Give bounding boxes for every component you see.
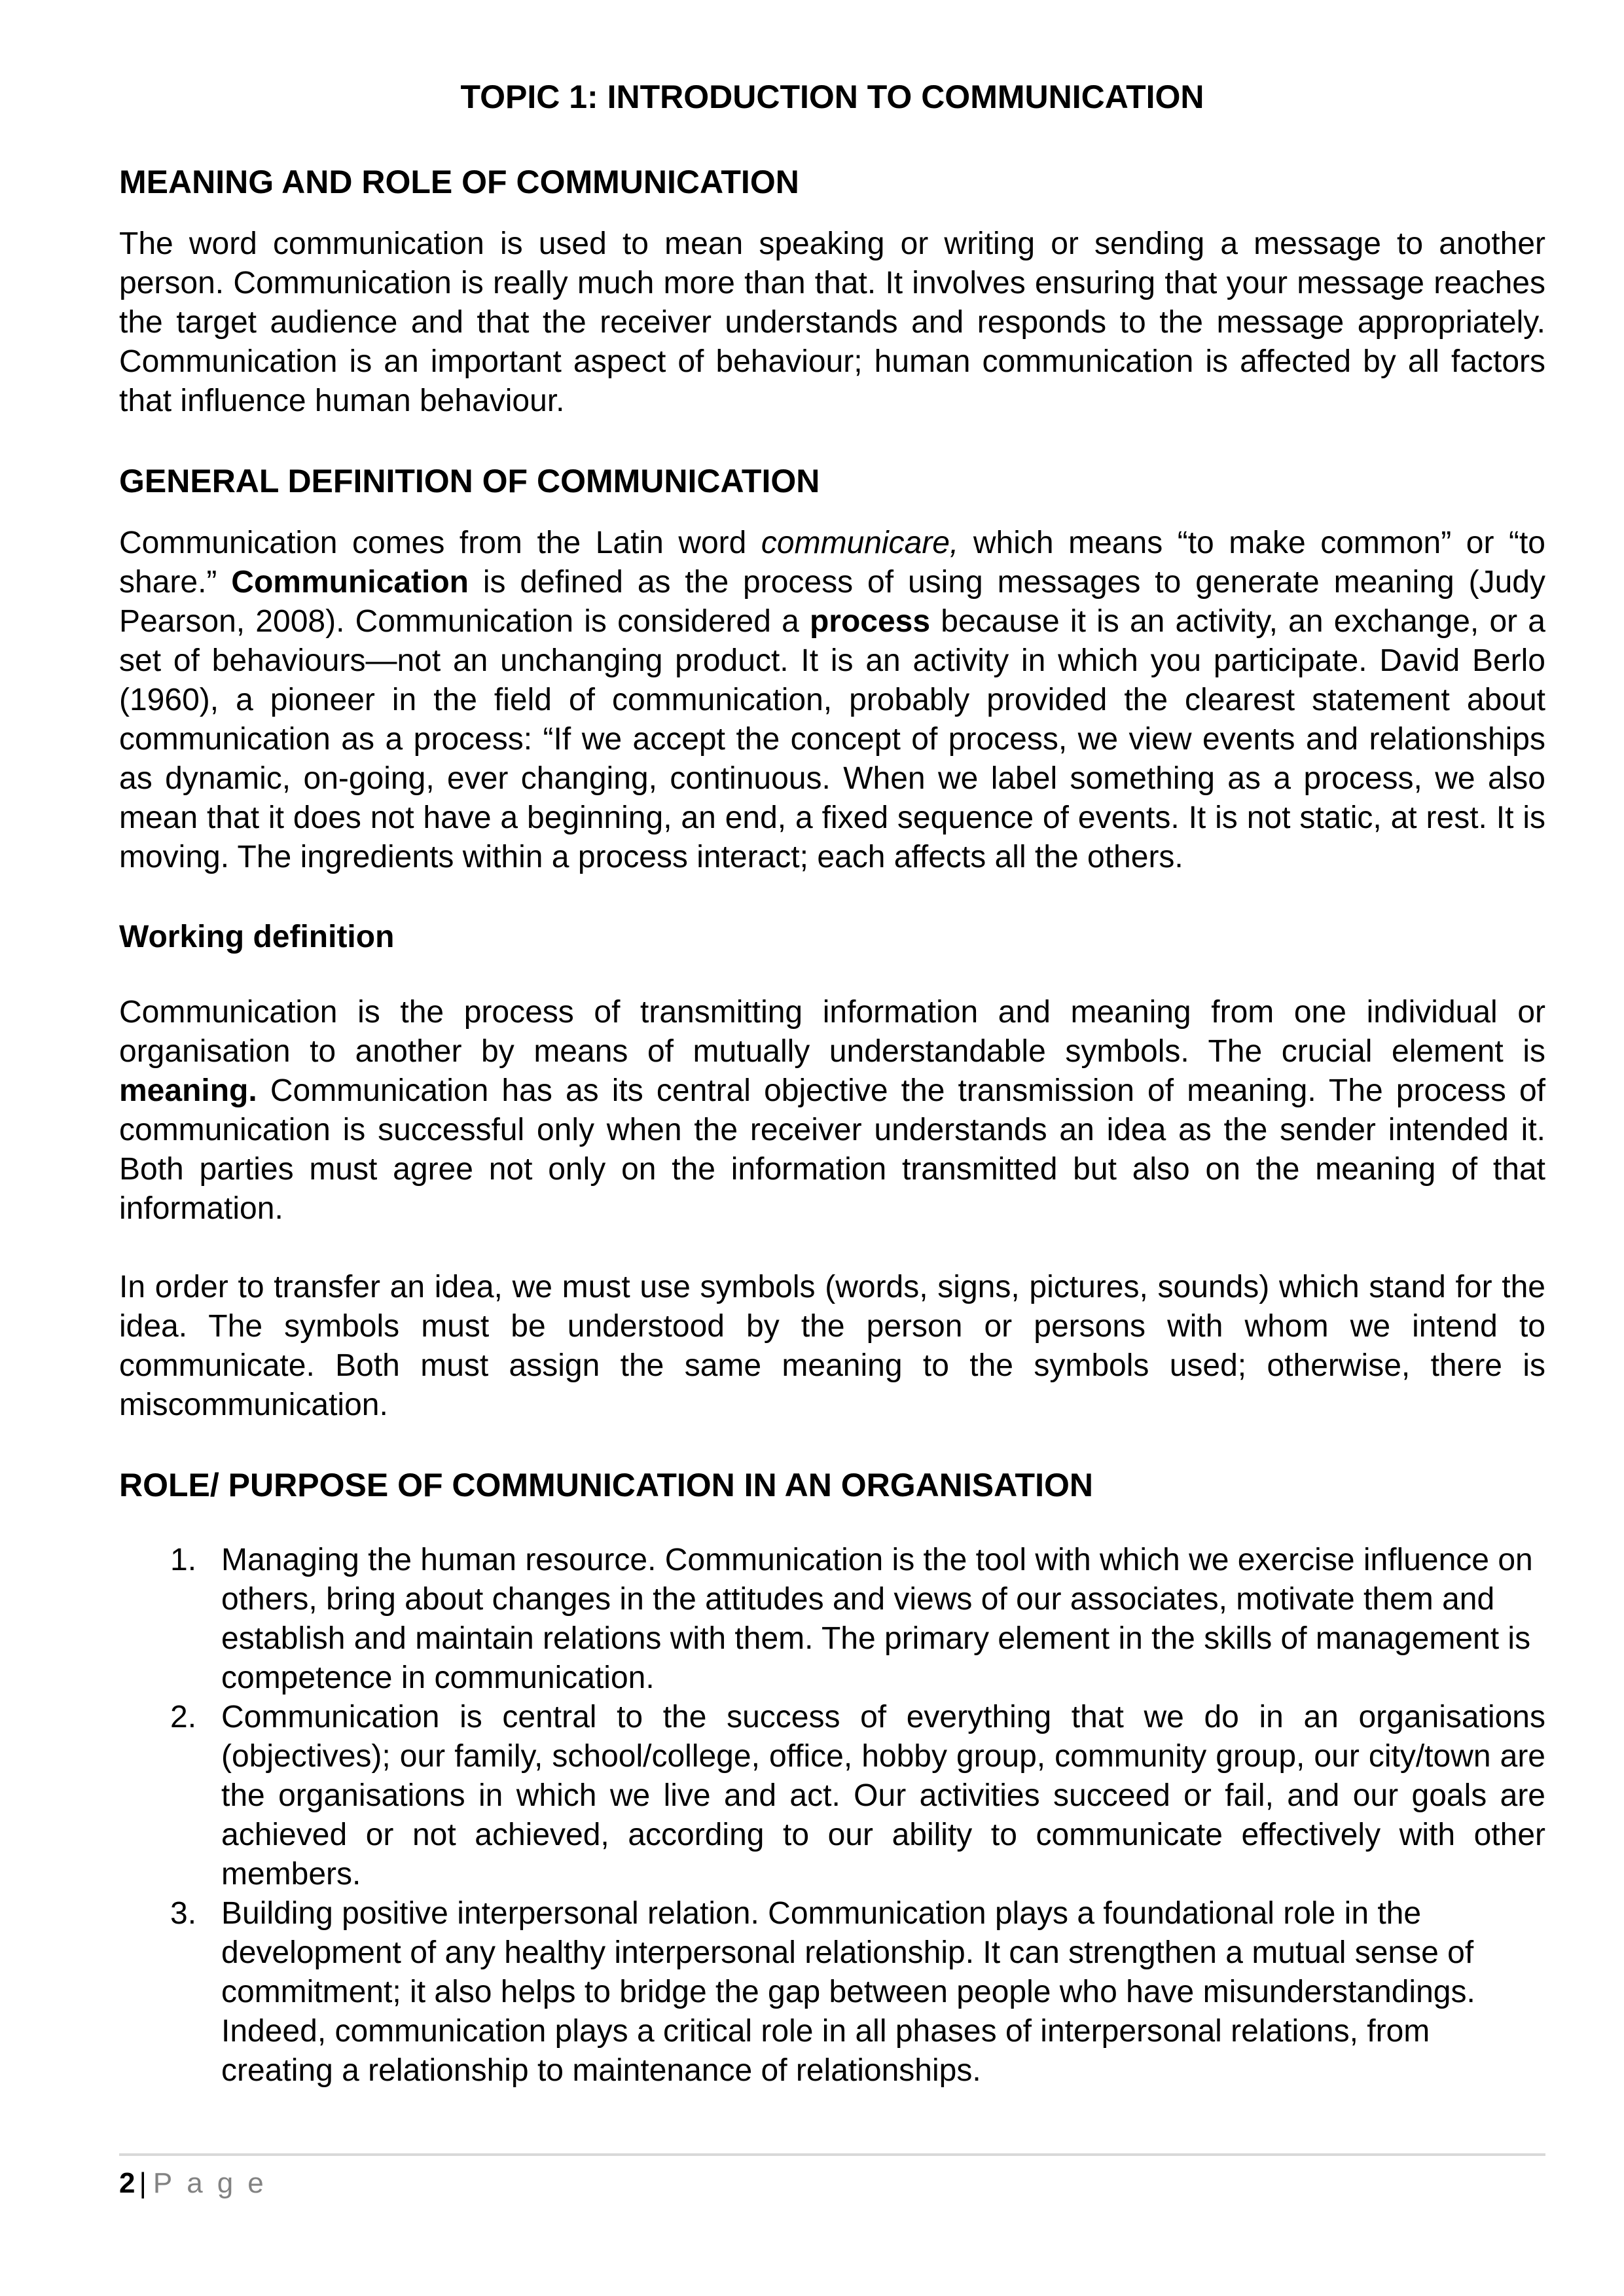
- bold-term-communication: Communication: [231, 565, 469, 600]
- heading-working-definition: Working definition: [119, 920, 395, 954]
- role-purpose-list: [119, 1541, 1545, 2090]
- footer-page-label: Page: [153, 2167, 278, 2199]
- latin-term: communicare,: [761, 526, 959, 560]
- paragraph-transfer-idea: In order to transfer an idea, we must use symbols (words, signs, pictures, sounds) which stand for the idea. The symbols must be understood by the person or persons with whom we intend to communicate. Both must assign the same meaning to the symbols used; otherwise, there is miscommunication.: [119, 1270, 1545, 1422]
- list-item: [119, 1541, 1545, 1698]
- footer-separator: |: [139, 2167, 147, 2199]
- heading-general-definition: GENERAL DEFINITION OF COMMUNICATION: [119, 463, 820, 499]
- definition-rest-text: because it is an activity, an exchange, or a set of behaviours—not an unchanging product. It is an activity in which you participate. David Berlo (1960), a pioneer in the field of communication, probably provided the clearest statement about communication as a process: “If we accept the concept of process, we view events and relationships as dynamic, on-going, ever changing, continuous. When we label something as a process, we also mean that it does not have a beginning, an end, a fixed sequence of events. It is not static, at rest. It is moving. The ingredients within a process interact; each affects all the others.: [119, 604, 1545, 874]
- working-definition-after-bold: Communication has as its central objective the transmission of meaning. The process of communication is successful only when the receiver understands an idea as the sender intended it. Both parties must agree not only on the information transmitted but also on the meaning of that information.: [119, 1073, 1545, 1226]
- definition-after-latin-text: which means “to make common” or “to share.”: [119, 526, 1545, 600]
- paragraph-meaning-intro: The word communication is used to mean speaking or writing or sending a message to another person. Communication is really much more than that. It involves ensuring that your message reaches the target audience and that the receiver understands and responds to the message appropriately. Communication is an important aspect of behaviour; human communication is affected by all factors that influence human behaviour.: [119, 226, 1545, 418]
- list-item-number: 3.: [170, 1896, 197, 1931]
- paragraph-working-definition: [119, 993, 1545, 1229]
- page-title: TOPIC 1: INTRODUCTION TO COMMUNICATION: [460, 79, 1204, 115]
- list-item-text: Building positive interpersonal relation. Communication plays a foundational role in the development of any healthy interpersonal relationship. It can strengthen a mutual sense of commitment; it also helps to bridge the gap between people who have misunderstandings. Indeed, communication plays a critical role in all phases of interpersonal relations, from creating a relationship to maintenance of relationships.: [221, 1896, 1475, 2088]
- list-item-text: Communication is central to the success of everything that we do in an organisations (objectives); our family, school/college, office, hobby group, community group, our city/town are the organisations in which we live and act. Our activities succeed or fail, and our goals are achieved or not achieved, according to our ability to communicate effectively with other members.: [221, 1700, 1545, 1892]
- heading-meaning-and-role: MEANING AND ROLE OF COMMUNICATION: [119, 164, 799, 200]
- list-item-number: 1.: [170, 1543, 197, 1577]
- working-definition-before-bold: Communication is the process of transmitting information and meaning from one individual or organisation to another by means of mutually understandable symbols. The crucial element is: [119, 995, 1545, 1069]
- list-item: [119, 1894, 1545, 2090]
- definition-intro-text: Communication comes from the Latin word: [119, 526, 761, 560]
- footer-page-number: 2: [119, 2167, 135, 2199]
- definition-middle-text: is defined as the process of using messages to generate meaning (Judy Pearson, 2008). Communication is considered a: [119, 565, 1545, 639]
- paragraph-general-definition: [119, 524, 1545, 877]
- list-item: [119, 1698, 1545, 1894]
- bold-term-meaning: meaning.: [119, 1073, 257, 1108]
- bold-term-process: process: [809, 604, 931, 639]
- list-item-number: 2.: [170, 1700, 197, 1734]
- page-footer: [119, 2153, 1545, 2200]
- list-item-text: Managing the human resource. Communication is the tool with which we exercise influence on others, bring about changes in the attitudes and views of our associates, motivate them and establish and maintain relations with them. The primary element in the skills of management is competence in communication.: [221, 1543, 1533, 1695]
- heading-role-purpose: ROLE/ PURPOSE OF COMMUNICATION IN AN ORGANISATION: [119, 1467, 1093, 1503]
